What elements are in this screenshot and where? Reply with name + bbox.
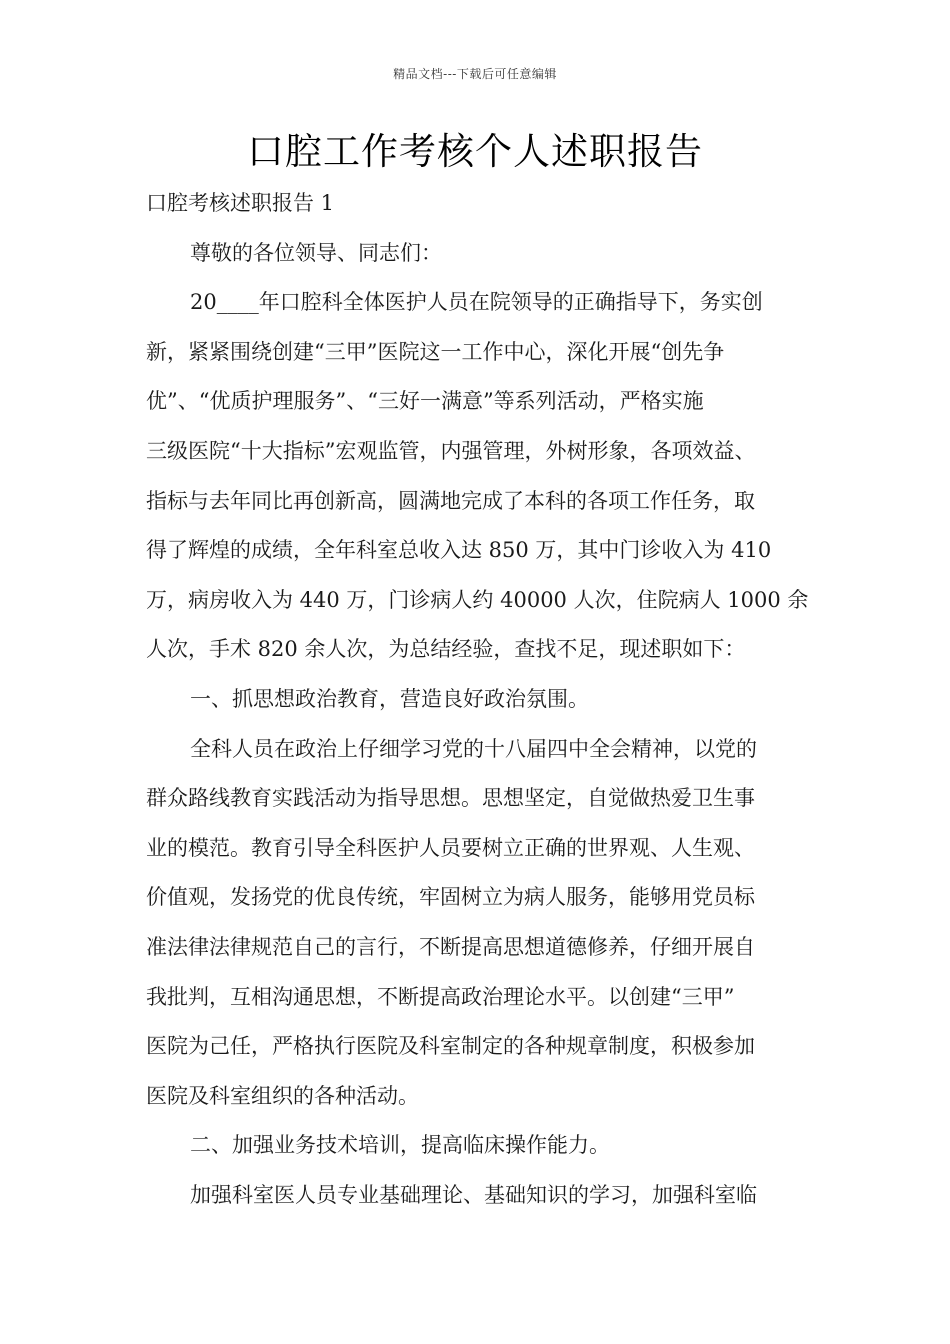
paragraph-line: 万，病房收入为 440 万，门诊病人约 40000 人次，住院病人 1000 余 [146, 588, 809, 612]
section-heading: 二、加强业务技术培训，提高临床操作能力。 [190, 1133, 610, 1157]
paragraph-line: 我批判，互相沟通思想，不断提高政治理论水平。以创建“三甲” [146, 985, 735, 1009]
paragraph-line: 医院为己任，严格执行医院及科室制定的各种规章制度，积极参加 [146, 1034, 755, 1058]
paragraph-line: 新，紧紧围绕创建“三甲”医院这一工作中心，深化开展“创先争 [146, 340, 725, 364]
report-subtitle: 口腔考核述职报告 1 [146, 191, 335, 215]
paragraph-line: 加强科室医人员专业基础理论、基础知识的学习，加强科室临 [190, 1183, 757, 1207]
paragraph-line: 20____年口腔科全体医护人员在院领导的正确指导下，务实创 [190, 290, 763, 314]
paragraph-line: 指标与去年同比再创新高，圆满地完成了本科的各项工作任务，取 [146, 489, 755, 513]
paragraph-line: 全科人员在政治上仔细学习党的十八届四中全会精神，以党的 [190, 737, 757, 761]
paragraph-line: 准法律法律规范自己的言行，不断提高思想道德修养，仔细开展自 [146, 935, 755, 959]
salutation: 尊敬的各位领导、同志们： [190, 241, 442, 265]
page-header-note: 精品文档---下载后可任意编辑 [393, 67, 557, 81]
paragraph-line: 得了辉煌的成绩，全年科室总收入达 850 万，其中门诊收入为 410 [146, 538, 772, 562]
paragraph-line: 价值观，发扬党的优良传统，牢固树立为病人服务，能够用党员标 [146, 885, 755, 909]
paragraph-line: 群众路线教育实践活动为指导思想。思想坚定，自觉做热爱卫生事 [146, 786, 755, 810]
paragraph-line: 三级医院“十大指标”宏观监管，内强管理，外树形象，各项效益、 [146, 439, 756, 463]
paragraph-line: 优”、“优质护理服务”、“三好一满意”等系列活动，严格实施 [146, 389, 704, 413]
paragraph-line: 医院及科室组织的各种活动。 [146, 1084, 419, 1108]
document-title: 口腔工作考核个人述职报告 [247, 130, 703, 173]
section-heading: 一、抓思想政治教育，营造良好政治氛围。 [190, 687, 589, 711]
paragraph-line: 业的模范。教育引导全科医护人员要树立正确的世界观、人生观、 [146, 836, 755, 860]
paragraph-line: 人次，手术 820 余人次，为总结经验，查找不足，现述职如下： [146, 637, 746, 661]
